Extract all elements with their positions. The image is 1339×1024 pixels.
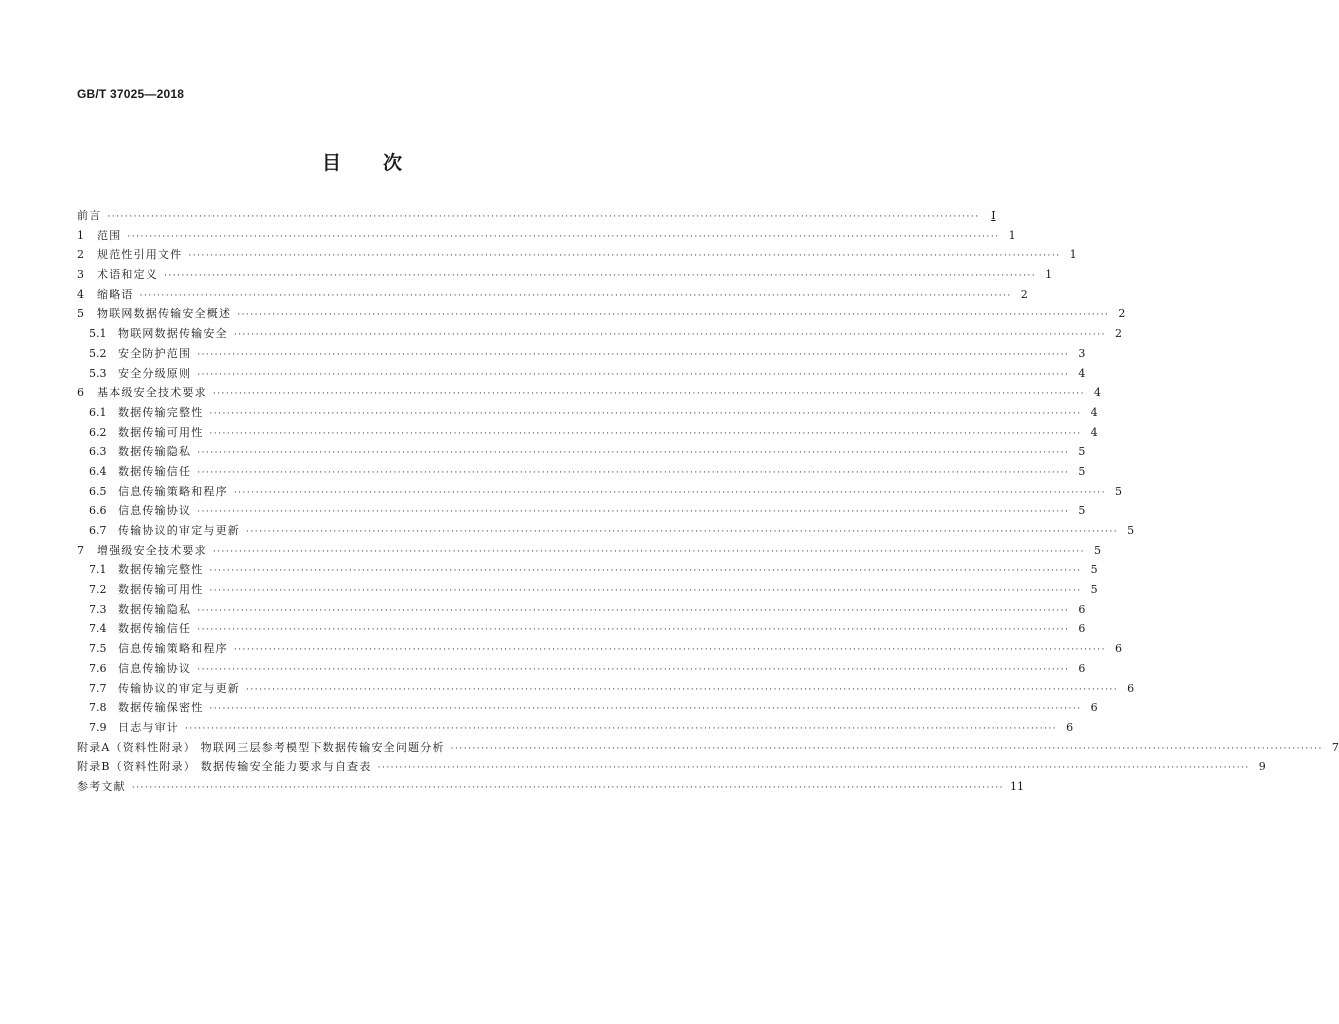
toc-entry-page: 1 bbox=[1045, 268, 1053, 282]
toc-entry[interactable] bbox=[77, 680, 1135, 700]
toc-leader-dots: ········································································································································································································ bbox=[209, 566, 1082, 577]
toc-entry-title: 术语和定义 bbox=[97, 268, 158, 282]
toc-leader-dots: ········································································································································································································ bbox=[188, 251, 1061, 262]
toc-entry-number: 5.3 bbox=[89, 366, 107, 380]
toc-entry-page: 1 bbox=[1008, 228, 1016, 242]
toc-entry[interactable] bbox=[77, 286, 1028, 306]
toc-entry[interactable] bbox=[77, 660, 1086, 680]
toc-entry-page: 2 bbox=[1118, 307, 1126, 321]
toc-entry[interactable] bbox=[77, 365, 1086, 385]
toc-entry-title: 信息传输协议 bbox=[118, 504, 192, 518]
toc-entry-number: 6.1 bbox=[89, 405, 107, 419]
toc-entry[interactable] bbox=[77, 305, 1126, 325]
toc-entry-title: 缩略语 bbox=[97, 287, 134, 301]
toc-entry-title: 数据传输完整性 bbox=[118, 405, 204, 419]
toc-entry-page: 1 bbox=[1069, 248, 1077, 262]
toc-entry-page: 5 bbox=[1078, 504, 1086, 518]
toc-leader-dots: ········································································································································································································ bbox=[197, 625, 1070, 636]
toc-entry[interactable] bbox=[77, 325, 1122, 345]
toc-entry-title: 物联网数据传输安全 bbox=[118, 327, 228, 341]
toc-entry-title: 数据传输可用性 bbox=[118, 425, 204, 439]
toc-entry-page: 6 bbox=[1078, 661, 1086, 675]
toc-entry[interactable] bbox=[77, 739, 1339, 759]
toc-entry[interactable] bbox=[77, 719, 1074, 739]
toc-entry-title: 数据传输信任 bbox=[118, 464, 192, 478]
toc-entry-page: 9 bbox=[1258, 760, 1266, 774]
toc-entry[interactable] bbox=[77, 522, 1135, 542]
toc-entry-number: 7.8 bbox=[89, 701, 107, 715]
toc-leader-dots: ········································································································································································································ bbox=[209, 408, 1082, 419]
toc-leader-dots: ········································································································································································································ bbox=[197, 507, 1070, 518]
toc-entry-number: 7.7 bbox=[89, 681, 107, 695]
toc-entry-page: 6 bbox=[1078, 602, 1086, 616]
toc-entry-title: 数据传输信任 bbox=[118, 622, 192, 636]
toc-entry[interactable] bbox=[77, 561, 1098, 581]
toc-entry-page: 4 bbox=[1078, 366, 1086, 380]
page-title-char-2: 次 bbox=[383, 152, 403, 174]
toc-entry-page: 4 bbox=[1090, 405, 1098, 419]
toc-entry-number: 6 bbox=[77, 386, 84, 400]
toc-entry-page: 3 bbox=[1078, 346, 1086, 360]
toc-entry[interactable] bbox=[77, 266, 1053, 286]
page-title bbox=[0, 148, 724, 175]
toc-entry-title: 附录B（资料性附录） 数据传输安全能力要求与自查表 bbox=[77, 760, 372, 774]
toc-entry[interactable] bbox=[77, 581, 1098, 601]
toc-entry[interactable] bbox=[77, 620, 1086, 640]
toc-entry[interactable] bbox=[77, 778, 1024, 798]
toc-leader-dots: ········································································································································································································ bbox=[233, 330, 1106, 341]
toc-leader-dots: ········································································································································································································ bbox=[131, 782, 1004, 793]
toc-entry[interactable] bbox=[77, 424, 1098, 444]
toc-leader-dots: ········································································································································································································ bbox=[209, 704, 1082, 715]
toc-entry-page: 6 bbox=[1114, 642, 1122, 656]
toc-entry-page: Ⅰ bbox=[991, 209, 996, 222]
toc-entry-number: 7.6 bbox=[89, 661, 107, 675]
toc-entry-title: 规范性引用文件 bbox=[97, 248, 183, 262]
toc-entry-number: 6.2 bbox=[89, 425, 107, 439]
toc-leader-dots: ········································································································································································································ bbox=[197, 448, 1070, 459]
toc-entry[interactable] bbox=[77, 640, 1122, 660]
toc-entry-page: 2 bbox=[1114, 327, 1122, 341]
toc-entry-number: 6.5 bbox=[89, 484, 107, 498]
toc-leader-dots: ········································································································································································································ bbox=[197, 349, 1070, 360]
toc-entry-title: 数据传输保密性 bbox=[118, 701, 204, 715]
toc-entry-title: 基本级安全技术要求 bbox=[97, 386, 207, 400]
toc-entry-number: 7 bbox=[77, 543, 84, 557]
toc-entry-page: 7 bbox=[1331, 740, 1339, 754]
toc-entry-page: 5 bbox=[1093, 543, 1101, 557]
toc-entry-title: 增强级安全技术要求 bbox=[97, 543, 207, 557]
toc-entry-number: 6.4 bbox=[89, 464, 107, 478]
toc-entry[interactable] bbox=[77, 502, 1086, 522]
toc-leader-dots: ········································································································································································································ bbox=[450, 743, 1323, 754]
toc-entry-title: 前言 bbox=[77, 209, 102, 222]
toc-leader-dots: ········································································································································································································ bbox=[197, 467, 1070, 478]
toc-entry[interactable] bbox=[77, 345, 1086, 365]
toc-entry-title: 数据传输隐私 bbox=[118, 602, 192, 616]
toc-entry-page: 6 bbox=[1066, 720, 1074, 734]
toc-entry-number: 7.1 bbox=[89, 563, 107, 577]
toc-entry[interactable] bbox=[77, 542, 1101, 562]
toc-entry-number: 7.9 bbox=[89, 720, 107, 734]
toc-entry-page: 11 bbox=[1009, 779, 1024, 793]
toc-leader-dots: ········································································································································································································ bbox=[197, 605, 1070, 616]
toc-entry-number: 5 bbox=[77, 307, 84, 321]
toc-leader-dots: ········································································································································································································ bbox=[212, 546, 1085, 557]
toc-entry-page: 6 bbox=[1090, 701, 1098, 715]
toc-entry-title: 安全防护范围 bbox=[118, 346, 192, 360]
toc-entry-title: 传输协议的审定与更新 bbox=[118, 524, 240, 537]
toc-entry-title: 数据传输可用性 bbox=[118, 583, 204, 597]
toc-entry-page: 4 bbox=[1090, 425, 1098, 439]
toc-entry-page: 2 bbox=[1020, 287, 1028, 301]
toc-leader-dots: ········································································································································································································ bbox=[233, 487, 1106, 498]
toc-leader-dots: ········································································································································································································ bbox=[164, 271, 1037, 282]
toc-entry-page: 5 bbox=[1090, 583, 1098, 597]
table-of-contents bbox=[77, 207, 1339, 798]
toc-entry-title: 信息传输协议 bbox=[118, 661, 192, 675]
toc-entry[interactable] bbox=[77, 246, 1077, 266]
toc-entry[interactable] bbox=[77, 404, 1098, 424]
toc-leader-dots: ········································································································································································································ bbox=[185, 723, 1058, 734]
toc-entry-number: 7.5 bbox=[89, 642, 107, 656]
toc-entry-page: 5 bbox=[1090, 563, 1098, 577]
toc-entry-number: 2 bbox=[77, 248, 84, 262]
toc-entry-title: 传输协议的审定与更新 bbox=[118, 681, 240, 695]
toc-entry[interactable] bbox=[77, 758, 1266, 778]
toc-entry-page: 5 bbox=[1114, 484, 1122, 498]
toc-entry-number: 5.1 bbox=[89, 327, 107, 341]
toc-entry-page: 6 bbox=[1127, 681, 1135, 695]
toc-entry-page: 4 bbox=[1093, 386, 1101, 400]
toc-entry-number: 6.6 bbox=[89, 504, 107, 518]
toc-entry[interactable] bbox=[77, 463, 1086, 483]
toc-entry-number: 4 bbox=[77, 287, 84, 301]
toc-entry-page: 5 bbox=[1078, 445, 1086, 459]
toc-leader-dots: ········································································································································································································ bbox=[127, 231, 1000, 242]
toc-entry-number: 6.3 bbox=[89, 445, 107, 459]
toc-entry-title: 附录A（资料性附录） 物联网三层参考模型下数据传输安全问题分析 bbox=[77, 740, 445, 754]
toc-entry-page: 5 bbox=[1078, 464, 1086, 478]
toc-leader-dots: ········································································································································································································ bbox=[233, 645, 1106, 656]
toc-entry[interactable] bbox=[77, 384, 1101, 404]
toc-leader-dots: ········································································································································································································ bbox=[246, 684, 1119, 695]
toc-entry[interactable] bbox=[77, 207, 996, 227]
toc-entry-number: 7.3 bbox=[89, 602, 107, 616]
toc-entry[interactable] bbox=[77, 227, 1016, 247]
toc-entry-number: 6.7 bbox=[89, 524, 107, 537]
toc-leader-dots: ········································································································································································································ bbox=[377, 763, 1250, 774]
toc-entry-number: 7.4 bbox=[89, 622, 107, 636]
toc-entry-number: 1 bbox=[77, 228, 84, 242]
toc-entry-title: 安全分级原则 bbox=[118, 366, 192, 380]
toc-entry-title: 数据传输完整性 bbox=[118, 563, 204, 577]
toc-entry-title: 信息传输策略和程序 bbox=[118, 642, 228, 656]
toc-entry-title: 数据传输隐私 bbox=[118, 445, 192, 459]
toc-entry[interactable] bbox=[77, 699, 1098, 719]
toc-entry[interactable] bbox=[77, 601, 1086, 621]
page-title-char-1: 目 bbox=[321, 152, 341, 174]
standard-code: GB/T 37025—2018 bbox=[77, 87, 185, 101]
toc-entry-title: 范围 bbox=[97, 228, 122, 242]
toc-entry-title: 参考文献 bbox=[77, 779, 126, 793]
toc-leader-dots: ········································································································································································································ bbox=[209, 428, 1082, 439]
toc-entry-number: 3 bbox=[77, 268, 84, 282]
toc-entry-page: 6 bbox=[1078, 622, 1086, 636]
toc-leader-dots: ········································································································································································································ bbox=[212, 389, 1085, 400]
toc-entry-number: 7.2 bbox=[89, 583, 107, 597]
toc-entry[interactable] bbox=[77, 443, 1086, 463]
toc-leader-dots: ········································································································································································································ bbox=[246, 527, 1119, 537]
toc-leader-dots: ········································································································································································································ bbox=[209, 586, 1082, 597]
toc-leader-dots: ········································································································································································································ bbox=[237, 310, 1110, 321]
toc-entry[interactable] bbox=[77, 483, 1122, 503]
toc-entry-title: 信息传输策略和程序 bbox=[118, 484, 228, 498]
toc-leader-dots: ········································································································································································································ bbox=[107, 212, 980, 222]
toc-entry-number: 5.2 bbox=[89, 346, 107, 360]
toc-entry-title: 物联网数据传输安全概述 bbox=[97, 307, 232, 321]
toc-leader-dots: ········································································································································································································ bbox=[197, 664, 1070, 675]
toc-leader-dots: ········································································································································································································ bbox=[197, 369, 1070, 380]
toc-leader-dots: ········································································································································································································ bbox=[139, 290, 1012, 301]
toc-entry-page: 5 bbox=[1127, 524, 1135, 537]
toc-entry-title: 日志与审计 bbox=[118, 720, 179, 734]
